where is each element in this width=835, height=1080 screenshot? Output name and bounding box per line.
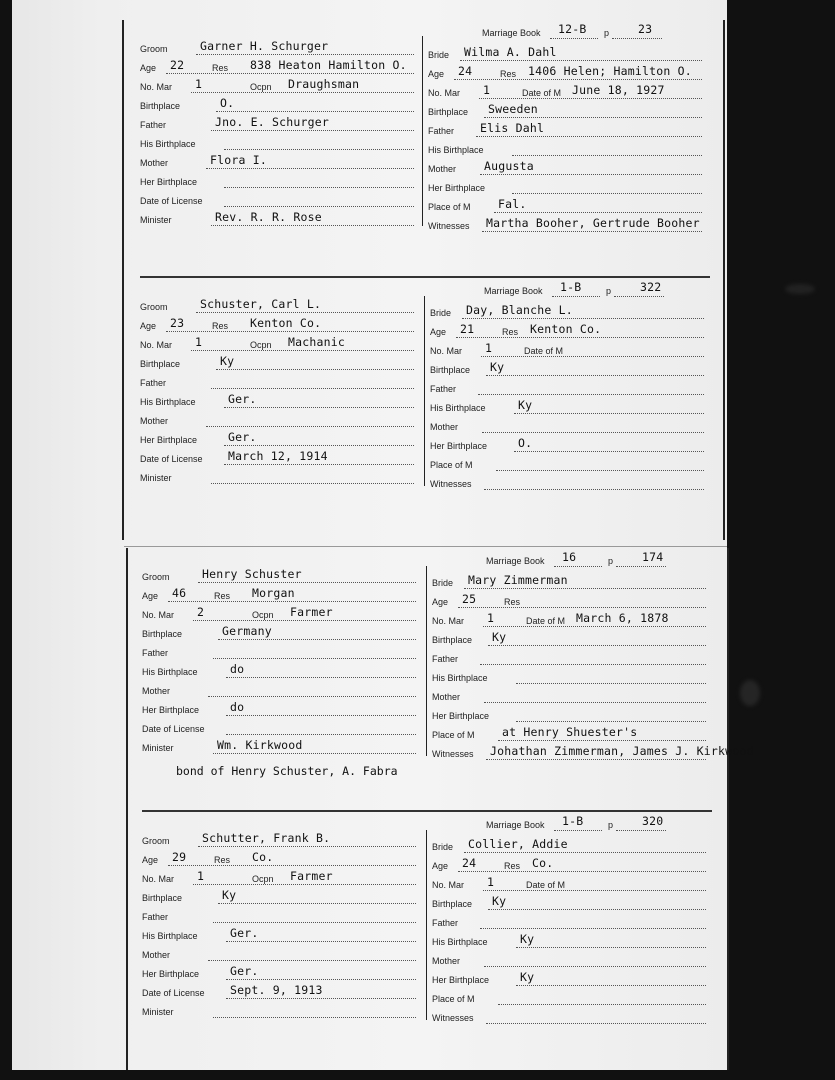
bride-her-birthplace-dots	[516, 985, 706, 986]
groom-minister: Rev. R. R. Rose	[215, 210, 322, 224]
groom-age-label: Age	[140, 63, 157, 73]
groom-no-mar: 1	[195, 335, 203, 349]
bride-age-label: Age	[430, 327, 447, 337]
scan-border-right	[727, 0, 835, 1080]
groom-name-dots	[196, 54, 414, 55]
bride-witnesses-label: Witnesses	[432, 749, 474, 759]
bride-his-birthplace: Ky	[518, 398, 533, 412]
bride-no-mar-dots	[479, 98, 702, 99]
groom-no-mar: 1	[197, 869, 205, 883]
groom-birthplace: Ky	[222, 888, 237, 902]
bride-his-birthplace-dots	[516, 683, 706, 684]
bride-mother-label: Mother	[432, 692, 461, 702]
groom-res-label: Res	[212, 63, 229, 73]
groom-age-dots	[166, 331, 414, 332]
bride-father: Elis Dahl	[480, 121, 545, 135]
bride-place-of-m-label: Place of M	[432, 730, 475, 740]
groom-ocpn-label: Ocpn	[252, 610, 274, 620]
groom-name: Schuster, Carl L.	[200, 297, 322, 311]
bride-res-label: Res	[504, 861, 521, 871]
groom-birthplace-label: Birthplace	[142, 629, 183, 639]
bride-mother-dots	[482, 432, 704, 433]
bride-birthplace-label: Birthplace	[430, 365, 471, 375]
marriage-book-label: Marriage Book	[482, 28, 541, 38]
bride-no-mar-label: No. Mar	[428, 88, 461, 98]
scan-seam	[124, 546, 727, 547]
groom-date-of-license: March 12, 1914	[228, 449, 328, 463]
bride-age: 24	[462, 856, 477, 870]
groom-minister-label: Minister	[142, 743, 174, 753]
bride-name: Mary Zimmerman	[468, 573, 568, 587]
groom-res: 838 Heaton Hamilton O.	[250, 58, 407, 72]
groom-name: Garner H. Schurger	[200, 39, 329, 53]
page-dots	[616, 830, 666, 831]
groom-father: Jno. E. Schurger	[215, 115, 329, 129]
groom-mother-label: Mother	[142, 950, 171, 960]
bride-her-birthplace-label: Her Birthplace	[430, 441, 488, 451]
groom-age-label: Age	[142, 855, 159, 865]
bride-place-of-m-label: Place of M	[428, 202, 471, 212]
card-separator-3	[142, 810, 712, 812]
marriage-book-number: 16	[562, 550, 577, 564]
bride-witnesses-label: Witnesses	[432, 1013, 474, 1023]
bride-birthplace-dots	[488, 909, 706, 910]
groom-her-birthplace-dots	[226, 979, 416, 980]
groom-birthplace-dots	[218, 903, 416, 904]
groom-name: Schutter, Frank B.	[202, 831, 331, 845]
groom-age-dots	[166, 73, 414, 74]
scan-border-bottom	[0, 1070, 835, 1080]
groom-birthplace-label: Birthplace	[142, 893, 183, 903]
groom-res: Morgan	[252, 586, 295, 600]
bride-age: 25	[462, 592, 477, 606]
bride-witnesses-label: Witnesses	[430, 479, 472, 489]
groom-father-label: Father	[142, 648, 169, 658]
bride-date-of-m-label: Date of M	[526, 616, 566, 626]
bride-name-label: Bride	[428, 50, 450, 60]
bride-name: Day, Blanche L.	[466, 303, 573, 317]
bride-res-label: Res	[504, 597, 521, 607]
bride-res-label: Res	[502, 327, 519, 337]
bride-her-birthplace: Ky	[520, 970, 535, 984]
card-3-divider	[426, 566, 427, 756]
page-dots	[614, 296, 664, 297]
groom-no-mar-label: No. Mar	[140, 340, 173, 350]
marriage-book-dots	[554, 830, 602, 831]
groom-her-birthplace-label: Her Birthplace	[140, 177, 198, 187]
groom-date-of-license-dots	[224, 464, 414, 465]
groom-father-dots	[213, 658, 416, 659]
bride-no-mar-label: No. Mar	[430, 346, 463, 356]
groom-no-mar-dots	[193, 620, 416, 621]
groom-birthplace-dots	[216, 369, 414, 370]
bride-witnesses-dots	[484, 489, 704, 490]
bride-place-of-m: at Henry Shuester's	[502, 725, 638, 739]
groom-mother: Flora I.	[210, 153, 267, 167]
groom-res-label: Res	[212, 321, 229, 331]
groom-mother-label: Mother	[140, 416, 169, 426]
groom-name-label: Groom	[142, 836, 170, 846]
marriage-book-dots	[550, 38, 598, 39]
bride-birthplace-label: Birthplace	[432, 635, 473, 645]
bride-date-of-m-label: Date of M	[526, 880, 566, 890]
bride-birthplace-dots	[486, 375, 704, 376]
bride-father-dots	[480, 928, 706, 929]
groom-her-birthplace-dots	[224, 445, 414, 446]
bride-no-mar-dots	[483, 890, 706, 891]
groom-no-mar-label: No. Mar	[140, 82, 173, 92]
bride-her-birthplace-label: Her Birthplace	[428, 183, 486, 193]
groom-res: Kenton Co.	[250, 316, 322, 330]
groom-mother-dots	[208, 696, 416, 697]
groom-ocpn-label: Ocpn	[250, 82, 272, 92]
bride-his-birthplace-label: His Birthplace	[432, 673, 488, 683]
bride-birthplace: Ky	[490, 360, 505, 374]
groom-name-dots	[196, 312, 414, 313]
page-label: p	[608, 556, 614, 566]
bride-birthplace: Sweeden	[488, 102, 538, 116]
groom-his-birthplace-dots	[224, 149, 414, 150]
bride-no-mar-label: No. Mar	[432, 880, 465, 890]
groom-father-dots	[213, 922, 416, 923]
groom-name-dots	[198, 846, 416, 847]
groom-no-mar: 2	[197, 605, 205, 619]
groom-ocpn: Machanic	[288, 335, 345, 349]
groom-age: 23	[170, 316, 185, 330]
groom-name-dots	[198, 582, 416, 583]
groom-no-mar-dots	[191, 350, 414, 351]
groom-mother-label: Mother	[142, 686, 171, 696]
page-dots	[616, 566, 666, 567]
bride-mother-label: Mother	[428, 164, 457, 174]
groom-minister-label: Minister	[142, 1007, 174, 1017]
groom-name-label: Groom	[140, 44, 168, 54]
bride-father-label: Father	[432, 918, 459, 928]
page-number: 23	[638, 22, 653, 36]
groom-date-of-license-dots	[226, 734, 416, 735]
bride-mother-dots	[484, 966, 706, 967]
bride-mother-dots	[480, 174, 702, 175]
bride-place-of-m: Fal.	[498, 197, 527, 211]
groom-birthplace-label: Birthplace	[140, 359, 181, 369]
bride-witnesses: Johathan Zimmerman, James J. Kirkwood	[490, 744, 754, 758]
bride-witnesses-dots	[482, 231, 702, 232]
groom-birthplace-label: Birthplace	[140, 101, 181, 111]
bride-father-label: Father	[430, 384, 457, 394]
groom-her-birthplace-label: Her Birthplace	[140, 435, 198, 445]
groom-name-label: Groom	[140, 302, 168, 312]
page-label: p	[606, 286, 612, 296]
groom-name: Henry Schuster	[202, 567, 302, 581]
bride-no-mar-label: No. Mar	[432, 616, 465, 626]
groom-her-birthplace-dots	[226, 715, 416, 716]
groom-his-birthplace-dots	[226, 941, 416, 942]
bride-date-of-m-label: Date of M	[522, 88, 562, 98]
groom-mother-dots	[206, 426, 414, 427]
bride-birthplace-label: Birthplace	[432, 899, 473, 909]
bride-place-of-m-dots	[496, 470, 704, 471]
groom-ocpn: Farmer	[290, 605, 333, 619]
card-2-divider	[424, 296, 425, 486]
bride-her-birthplace-dots	[512, 193, 702, 194]
groom-father-dots	[211, 388, 414, 389]
bride-no-mar: 1	[487, 611, 495, 625]
bride-no-mar: 1	[483, 83, 491, 97]
groom-date-of-license-label: Date of License	[140, 454, 203, 464]
groom-name-label: Groom	[142, 572, 170, 582]
bride-place-of-m-dots	[498, 740, 706, 741]
groom-mother-dots	[206, 168, 414, 169]
groom-birthplace-dots	[218, 639, 416, 640]
marriage-book-label: Marriage Book	[486, 556, 545, 566]
groom-his-birthplace-dots	[226, 677, 416, 678]
marriage-book-number: 12-B	[558, 22, 587, 36]
groom-res-label: Res	[214, 591, 231, 601]
record-note: bond of Henry Schuster, A. Fabra	[176, 764, 398, 778]
groom-date-of-license-label: Date of License	[142, 988, 205, 998]
groom-minister-dots	[211, 225, 414, 226]
bride-age: 24	[458, 64, 473, 78]
bride-his-birthplace: Ky	[520, 932, 535, 946]
bride-date-of-m: March 6, 1878	[576, 611, 669, 625]
marriage-book-label: Marriage Book	[486, 820, 545, 830]
bride-birthplace: Ky	[492, 894, 507, 908]
bride-place-of-m-label: Place of M	[432, 994, 475, 1004]
marriage-book-label: Marriage Book	[484, 286, 543, 296]
bride-her-birthplace-dots	[516, 721, 706, 722]
left-edge-line-upper	[122, 20, 124, 540]
groom-his-birthplace-label: His Birthplace	[140, 397, 196, 407]
bride-his-birthplace-dots	[512, 155, 702, 156]
bride-place-of-m-label: Place of M	[430, 460, 473, 470]
groom-minister-label: Minister	[140, 473, 172, 483]
marriage-book-number: 1-B	[560, 280, 582, 294]
bride-name-dots	[464, 588, 706, 589]
page-number: 322	[640, 280, 662, 294]
groom-birthplace-dots	[216, 111, 414, 112]
groom-birthplace: O.	[220, 96, 235, 110]
bride-age: 21	[460, 322, 475, 336]
bride-his-birthplace-dots	[514, 413, 704, 414]
bride-name-label: Bride	[430, 308, 452, 318]
groom-no-mar-label: No. Mar	[142, 610, 175, 620]
groom-no-mar-dots	[191, 92, 414, 93]
bride-mother-label: Mother	[432, 956, 461, 966]
bride-res: Co.	[532, 856, 554, 870]
left-edge-line-lower	[126, 548, 128, 1070]
bride-her-birthplace-label: Her Birthplace	[432, 975, 490, 985]
bride-name-dots	[462, 318, 704, 319]
groom-age: 22	[170, 58, 185, 72]
groom-birthplace: Germany	[222, 624, 272, 638]
groom-minister: Wm. Kirkwood	[217, 738, 303, 752]
groom-age: 46	[172, 586, 187, 600]
page-number: 320	[642, 814, 664, 828]
bride-witnesses-dots	[486, 1023, 706, 1024]
groom-age-label: Age	[142, 591, 159, 601]
bride-father-label: Father	[428, 126, 455, 136]
bride-place-of-m-dots	[498, 1004, 706, 1005]
scan-border-left	[0, 0, 12, 1080]
groom-minister-dots	[213, 753, 416, 754]
bride-age-dots	[454, 79, 702, 80]
bride-res-label: Res	[500, 69, 517, 79]
groom-her-birthplace: Ger.	[230, 964, 259, 978]
groom-her-birthplace: Ger.	[228, 430, 257, 444]
bride-father-dots	[476, 136, 702, 137]
groom-date-of-license: Sept. 9, 1913	[230, 983, 323, 997]
bride-name: Collier, Addie	[468, 837, 568, 851]
bride-no-mar: 1	[485, 341, 493, 355]
bride-his-birthplace-label: His Birthplace	[432, 937, 488, 947]
groom-his-birthplace: Ger.	[230, 926, 259, 940]
bride-witnesses-dots	[486, 759, 706, 760]
bride-no-mar: 1	[487, 875, 495, 889]
bride-name: Wilma A. Dahl	[464, 45, 557, 59]
groom-ocpn: Draughsman	[288, 77, 360, 91]
bride-birthplace-dots	[488, 645, 706, 646]
page-number: 174	[642, 550, 664, 564]
bride-her-birthplace: O.	[518, 436, 533, 450]
groom-ocpn: Farmer	[290, 869, 333, 883]
groom-minister-dots	[211, 483, 414, 484]
groom-date-of-license-label: Date of License	[140, 196, 203, 206]
groom-father-label: Father	[140, 378, 167, 388]
groom-his-birthplace-label: His Birthplace	[140, 139, 196, 149]
groom-no-mar-dots	[193, 884, 416, 885]
card-4-divider	[426, 830, 427, 1020]
groom-res-label: Res	[214, 855, 231, 865]
bride-birthplace: Ky	[492, 630, 507, 644]
bride-age-label: Age	[432, 861, 449, 871]
bride-birthplace-dots	[484, 117, 702, 118]
groom-mother-dots	[208, 960, 416, 961]
bride-date-of-m: June 18, 1927	[572, 83, 665, 97]
page-label: p	[608, 820, 614, 830]
right-edge-line-lower	[727, 548, 729, 1070]
groom-date-of-license-label: Date of License	[142, 724, 205, 734]
bride-date-of-m-label: Date of M	[524, 346, 564, 356]
bride-res: Kenton Co.	[530, 322, 602, 336]
groom-ocpn-label: Ocpn	[250, 340, 272, 350]
bride-name-label: Bride	[432, 578, 454, 588]
groom-her-birthplace: do	[230, 700, 245, 714]
groom-father-label: Father	[140, 120, 167, 130]
scan-smudge	[740, 680, 760, 706]
bride-name-dots	[460, 60, 702, 61]
bride-birthplace-label: Birthplace	[428, 107, 469, 117]
page-dots	[612, 38, 662, 39]
groom-his-birthplace-label: His Birthplace	[142, 931, 198, 941]
page-label: p	[604, 28, 610, 38]
groom-no-mar-label: No. Mar	[142, 874, 175, 884]
card-separator-1	[140, 276, 710, 278]
bride-res: 1406 Helen; Hamilton O.	[528, 64, 692, 78]
groom-birthplace: Ky	[220, 354, 235, 368]
groom-father-label: Father	[142, 912, 169, 922]
groom-age-dots	[168, 601, 416, 602]
bride-mother: Augusta	[484, 159, 534, 173]
bride-his-birthplace-dots	[516, 947, 706, 948]
groom-father-dots	[211, 130, 414, 131]
bride-no-mar-dots	[481, 356, 704, 357]
groom-minister-label: Minister	[140, 215, 172, 225]
groom-her-birthplace-dots	[224, 187, 414, 188]
marriage-book-dots	[552, 296, 600, 297]
groom-mother-label: Mother	[140, 158, 169, 168]
bride-father-dots	[478, 394, 704, 395]
groom-his-birthplace: Ger.	[228, 392, 257, 406]
bride-name-label: Bride	[432, 842, 454, 852]
groom-his-birthplace-dots	[224, 407, 414, 408]
groom-ocpn-label: Ocpn	[252, 874, 274, 884]
right-edge-line-upper	[723, 20, 725, 540]
bride-name-dots	[464, 852, 706, 853]
bride-her-birthplace-label: Her Birthplace	[432, 711, 490, 721]
bride-witnesses-label: Witnesses	[428, 221, 470, 231]
bride-mother-dots	[484, 702, 706, 703]
bride-age-dots	[458, 871, 706, 872]
bride-his-birthplace-label: His Birthplace	[430, 403, 486, 413]
bride-age-label: Age	[428, 69, 445, 79]
bride-age-label: Age	[432, 597, 449, 607]
groom-her-birthplace-label: Her Birthplace	[142, 969, 200, 979]
bride-his-birthplace-label: His Birthplace	[428, 145, 484, 155]
marriage-book-number: 1-B	[562, 814, 584, 828]
groom-no-mar: 1	[195, 77, 203, 91]
bride-father-dots	[480, 664, 706, 665]
bride-father-label: Father	[432, 654, 459, 664]
bride-age-dots	[458, 607, 706, 608]
bride-no-mar-dots	[483, 626, 706, 627]
scan-speck	[785, 284, 815, 294]
groom-his-birthplace-label: His Birthplace	[142, 667, 198, 677]
groom-res: Co.	[252, 850, 274, 864]
groom-age-dots	[168, 865, 416, 866]
bride-place-of-m-dots	[494, 212, 702, 213]
groom-date-of-license-dots	[224, 206, 414, 207]
bride-age-dots	[456, 337, 704, 338]
groom-minister-dots	[213, 1017, 416, 1018]
groom-her-birthplace-label: Her Birthplace	[142, 705, 200, 715]
groom-age-label: Age	[140, 321, 157, 331]
bride-mother-label: Mother	[430, 422, 459, 432]
groom-age: 29	[172, 850, 187, 864]
bride-witnesses: Martha Booher, Gertrude Booher	[486, 216, 700, 230]
bride-her-birthplace-dots	[514, 451, 704, 452]
marriage-book-dots	[554, 566, 602, 567]
card-1-divider	[422, 36, 423, 226]
groom-his-birthplace: do	[230, 662, 245, 676]
groom-date-of-license-dots	[226, 998, 416, 999]
